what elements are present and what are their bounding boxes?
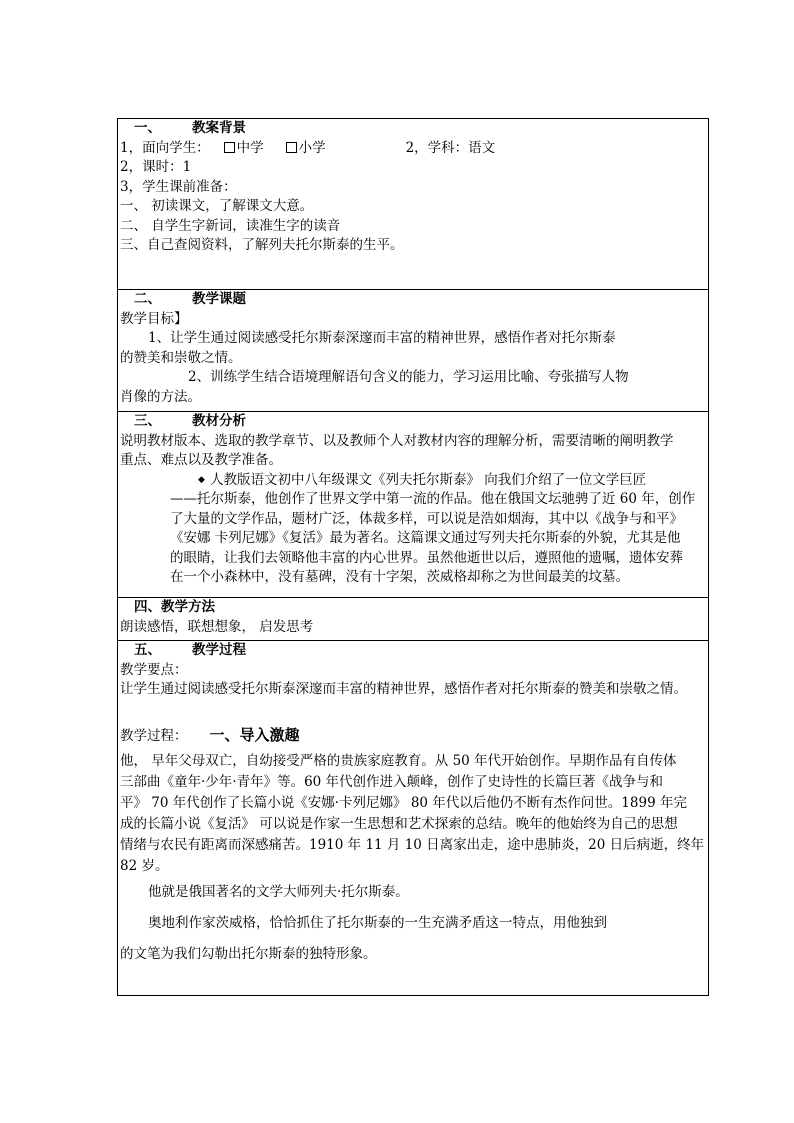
subject-line: 2，学科：语文 [405, 139, 496, 156]
section-topic [118, 290, 709, 412]
section-number: 一、 [134, 120, 161, 136]
audience-label: 1，面向学生： [120, 139, 210, 156]
goal-label: 教学目标】 [120, 310, 188, 327]
section-title: 教学课题 [192, 291, 246, 307]
section-background [118, 119, 709, 290]
bio-paragraph-line: 他， 早年父母双亡，自幼接受严格的贵族家庭教育。从 50 年代开始创作。早期作品有自传体 [120, 752, 677, 769]
section-method [118, 598, 709, 641]
goal-1-line: 的赞美和崇敬之情。 [120, 349, 242, 366]
bio-paragraph-line: 平》 70 年代创作了长篇小说《安娜·卡列尼娜》 80 年代以后他仍不断有杰作问世。1899 年完 [120, 794, 687, 811]
section-process [118, 641, 709, 996]
process-label: 教学过程： [120, 727, 188, 744]
audience-line [120, 139, 706, 159]
key-points-label: 教学要点： [120, 661, 188, 678]
goal-1-line: 1、让学生通过阅读感受托尔斯泰深邃而丰富的精神世界，感悟作者对托尔斯泰 [148, 330, 616, 346]
section-heading [120, 119, 706, 139]
prep-item: 二、 自学生字新词，读准生字的读音 [120, 217, 341, 234]
section-title: 教学过程 [192, 642, 246, 658]
periods-line: 2，课时：1 [120, 159, 192, 175]
bullet-continuation: 了大量的文学作品，题材广泛，体裁多样，可以说是浩如烟海，其中以《战争与和平》 [170, 510, 683, 527]
middle-school-checkbox[interactable] [224, 142, 235, 153]
lesson-plan-table [117, 118, 709, 996]
section-heading [120, 641, 706, 661]
body-line: 奥地利作家茨威格，恰恰抓住了托尔斯泰的一生充满矛盾这一特点，用他独到 [148, 914, 607, 931]
body-line: 的文笔为我们勾勒出托尔斯泰的独特形象。 [120, 945, 377, 962]
analysis-intro-line: 说明教材版本、选取的教学章节、以及教师个人对教材内容的理解分析，需要清晰的阐明教学 [120, 432, 674, 449]
section-heading [120, 412, 706, 432]
method-content: 朗读感悟，联想想象， 启发思考 [120, 618, 314, 635]
section-title: 教材分析 [192, 413, 246, 429]
section-heading [120, 290, 706, 310]
middle-school-label: 中学 [236, 139, 264, 156]
section-number: 三、 [134, 413, 161, 429]
analysis-intro-line: 重点、难点以及教学准备。 [120, 452, 282, 468]
primary-school-label: 小学 [298, 139, 326, 156]
prep-label: 3，学生课前准备： [120, 178, 237, 195]
section-material-analysis [118, 412, 709, 598]
bullet-text: 人教版语文初中八年级课文《列夫托尔斯泰》 向我们介绍了一位文学巨匠 [210, 471, 647, 488]
bullet-continuation: ——托尔斯泰，他创作了世界文学中第一流的作品。他在俄国文坛驰骋了近 60 年，创作 [170, 491, 696, 507]
bio-paragraph-line: 82 岁。 [120, 857, 169, 874]
section-title: 四、教学方法 [134, 599, 215, 615]
prep-item: 一、 初读课文，了解课文大意。 [120, 198, 314, 214]
process-step-title: 一、导入激趣 [209, 725, 300, 744]
bullet-continuation: 的眼睛，让我们去领略他丰富的内心世界。虽然他逝世以后，遵照他的遗嘱，遗体安葬 [170, 549, 683, 566]
prep-item: 三、自己查阅资料，了解列夫托尔斯泰的生平。 [120, 237, 404, 253]
analysis-bullet [120, 471, 706, 491]
section-number: 二、 [134, 291, 161, 307]
bio-paragraph-line: 三部曲《童年·少年·青年》等。60 年代创作进入颠峰，创作了史诗性的长篇巨著《战争与和 [120, 773, 664, 790]
goal-2-line: 肖像的方法。 [120, 388, 201, 405]
bio-paragraph-line: 成的长篇小说《复活》 可以说是作家一生思想和艺术探索的总结。晚年的他始终为自己的思想 [120, 815, 678, 832]
process-heading [120, 720, 706, 751]
body-line: 他就是俄国著名的文学大师列夫·托尔斯泰。 [148, 883, 409, 900]
bio-paragraph-line: 情绪与农民有距离而深感痛苦。1910 年 11 月 10 日离家出走，途中患肺炎，20 日后病逝，终年 [120, 836, 705, 853]
primary-school-checkbox[interactable] [286, 142, 297, 153]
goal-2-line: 2、训练学生结合语境理解语句含义的能力，学习运用比喻、夸张描写人物 [188, 369, 629, 385]
bullet-diamond-icon: ◆ [198, 474, 205, 485]
bullet-continuation: 在一个小森林中，没有墓碑，没有十字架，茨威格却称之为世间最美的坟墓。 [170, 569, 629, 585]
key-points-text: 让学生通过阅读感受托尔斯泰深邃而丰富的精神世界，感悟作者对托尔斯泰的赞美和崇敬之情。 [120, 681, 687, 697]
bullet-continuation: 《安娜 卡列尼娜》《复活》最为著名。这篇课文通过写列夫托尔斯泰的外貌，尤其是他 [170, 530, 681, 546]
section-title: 教案背景 [192, 120, 246, 136]
section-number: 五、 [134, 642, 161, 658]
